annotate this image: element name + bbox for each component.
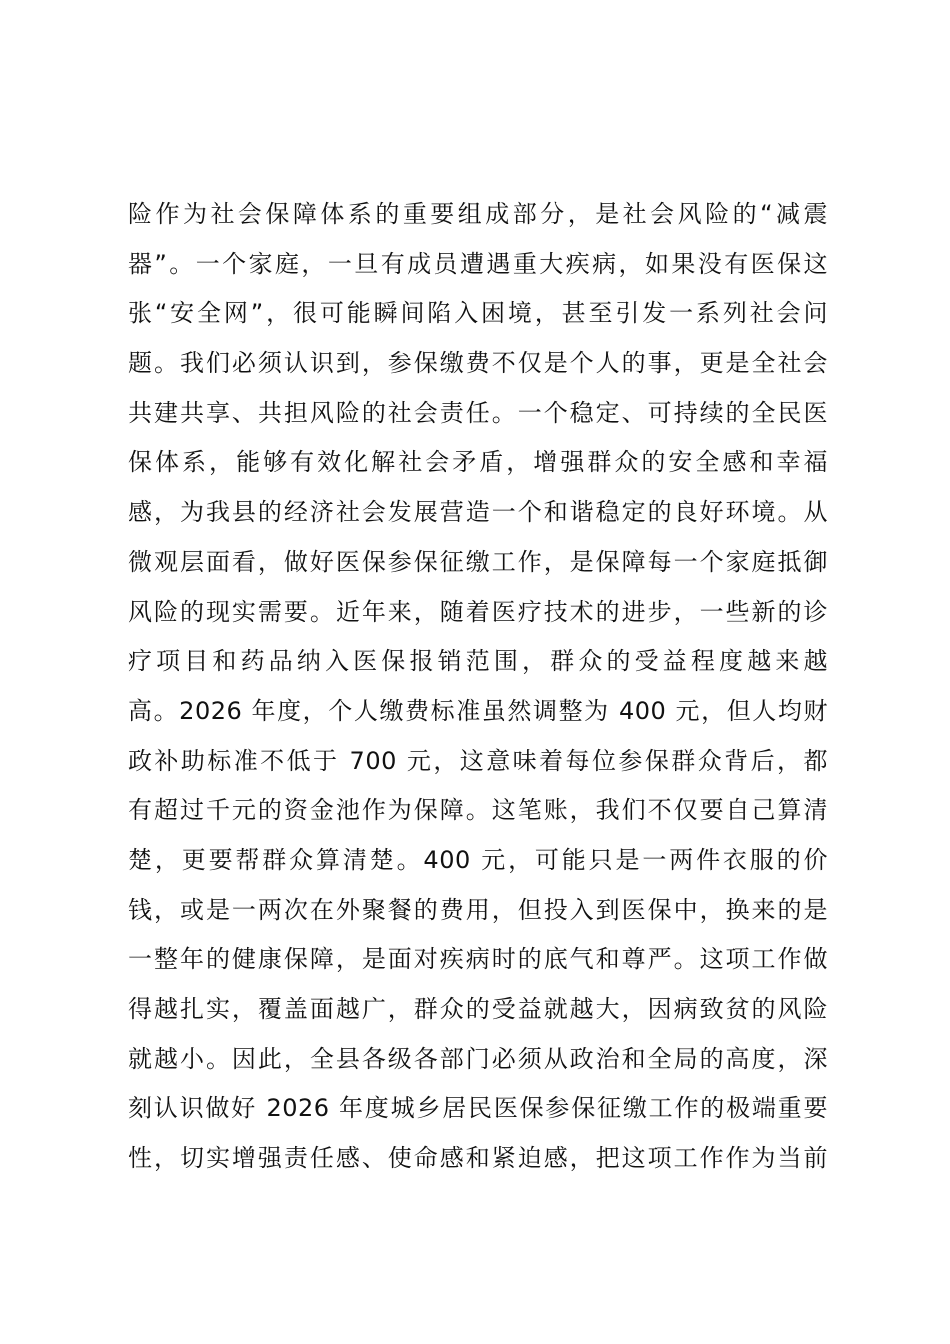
text-line: 钱，或是一两次在外聚餐的费用，但投入到医保中，换来的是 [128, 895, 828, 924]
text-line: 器”。一个家庭，一旦有成员遭遇重大疾病，如果没有医保这 [128, 249, 828, 278]
text-line: 有超过千元的资金池作为保障。这笔账，我们不仅要自己算清 [128, 796, 828, 825]
text-line: 共建共享、共担风险的社会责任。一个稳定、可持续的全民医 [128, 398, 828, 427]
text-line: 高。2026 年度，个人缴费标准虽然调整为 400 元，但人均财 [128, 696, 828, 725]
text-line: 刻认识做好 2026 年度城乡居民医保参保征缴工作的极端重要 [128, 1094, 828, 1123]
text-line: 张“安全网”，很可能瞬间陷入困境，甚至引发一系列社会问 [128, 299, 828, 328]
text-line: 风险的现实需要。近年来，随着医疗技术的进步，一些新的诊 [128, 597, 828, 626]
text-line: 感，为我县的经济社会发展营造一个和谐稳定的良好环境。从 [128, 498, 828, 527]
text-line: 险作为社会保障体系的重要组成部分，是社会风险的“减震 [128, 200, 828, 228]
body-paragraph [128, 190, 828, 1184]
text-line: 保体系，能够有效化解社会矛盾，增强群众的安全感和幸福 [128, 448, 828, 477]
text-line: 政补助标准不低于 700 元，这意味着每位参保群众背后，都 [128, 746, 828, 775]
text-line: 性，切实增强责任感、使命感和紧迫感，把这项工作作为当前 [128, 1144, 828, 1173]
text-line: 微观层面看，做好医保参保征缴工作，是保障每一个家庭抵御 [128, 547, 828, 576]
text-line: 题。我们必须认识到，参保缴费不仅是个人的事，更是全社会 [128, 349, 828, 378]
text-line: 就越小。因此，全县各级各部门必须从政治和全局的高度，深 [128, 1044, 828, 1073]
text-line: 疗项目和药品纳入医保报销范围，群众的受益程度越来越 [128, 647, 828, 676]
text-line: 一整年的健康保障，是面对疾病时的底气和尊严。这项工作做 [128, 945, 828, 974]
text-line: 楚，更要帮群众算清楚。400 元，可能只是一两件衣服的价 [128, 845, 828, 874]
text-line: 得越扎实，覆盖面越广，群众的受益就越大，因病致贫的风险 [128, 995, 828, 1023]
